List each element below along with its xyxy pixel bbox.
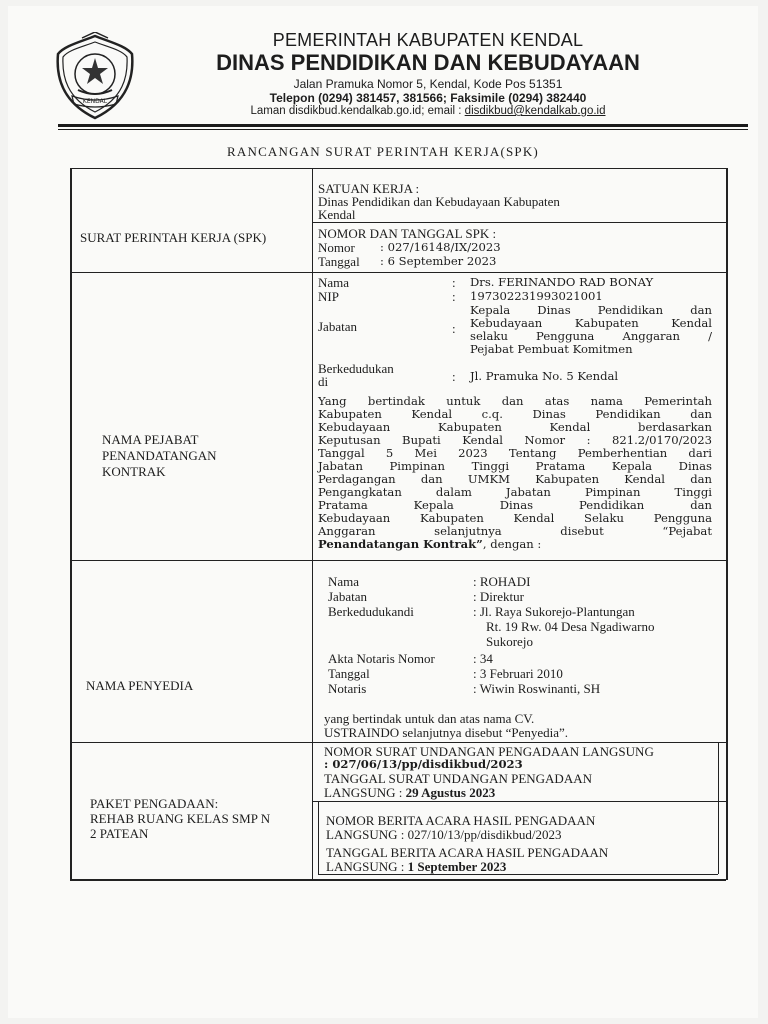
- authority-paragraph-line: Kabupaten Kendal c.q. Dinas Pendidikan dan: [318, 407, 712, 421]
- akta-notaris-label: Akta Notaris Nomor: [328, 651, 435, 666]
- authority-paragraph-line: Pengangkatan dalam Jabatan Pimpinan Tinggi: [318, 485, 712, 499]
- penyedia-kedudukan-value: Rt. 19 Rw. 04 Desa Ngadiwarno: [486, 619, 655, 634]
- jabatan-label: Jabatan: [318, 319, 357, 334]
- table-cell-divider: [312, 801, 726, 802]
- penyedia-nama-label: Nama: [328, 574, 360, 589]
- notaris-value: : Wiwin Roswinanti, SH: [473, 681, 601, 696]
- document-title: RANCANGAN SURAT PERINTAH KERJA(SPK): [227, 144, 539, 159]
- authority-paragraph-line: [318, 538, 541, 551]
- table-border-right: [726, 168, 728, 880]
- jabatan-value: Pejabat Pembuat Komitmen: [470, 342, 633, 356]
- spk-table: [8, 6, 758, 1018]
- notaris-label: Notaris: [328, 681, 367, 696]
- penyedia-jabatan-label: Jabatan: [328, 589, 367, 604]
- emblem-label: KENDAL: [82, 98, 108, 105]
- nama-value: Drs. FERINANDO RAD BONAY: [470, 275, 654, 289]
- satuan-kerja-value: Dinas Pendidikan dan Kebudayaan Kabupaten: [318, 194, 560, 209]
- tgl-berita-acara-heading: TANGGAL BERITA ACARA HASIL PENGADAAN: [326, 845, 609, 860]
- jabatan-value: Kebudayaan Kabupaten Kendal: [470, 316, 712, 330]
- tanggal-value: : 6 September 2023: [380, 254, 497, 268]
- table-row-divider: [70, 560, 726, 561]
- tgl-undangan-line: [324, 786, 495, 799]
- penyedia-closing: USTRAINDO selanjutnya disebut “Penyedia”.: [324, 725, 569, 740]
- penyedia-closing: yang bertindak untuk dan atas nama CV.: [324, 711, 535, 726]
- row-label-penyedia: NAMA PENYEDIA: [86, 678, 194, 693]
- undangan-heading: NOMOR SURAT UNDANGAN PENGADAAN LANGSUNG: [324, 744, 654, 759]
- tgl-berita-acara-prefix: LANGSUNG :: [326, 859, 408, 874]
- berkedudukan-label: Berkedudukan: [318, 361, 394, 376]
- berita-acara-value: LANGSUNG : 027/10/13/pp/disdikbud/2023: [326, 827, 562, 842]
- table-column-divider: [312, 168, 313, 880]
- nip-value: 197302231993021001: [470, 289, 603, 303]
- table-row-divider: [70, 272, 726, 273]
- undangan-value: : 027/06/13/pp/disdikbud/2023: [324, 757, 523, 771]
- authority-paragraph-line: Tanggal 5 Mei 2023 Tentang Pemberhentian dari: [318, 446, 712, 460]
- pejabat-defined-term: Penandatangan Kontrak”: [318, 537, 483, 551]
- penyedia-jabatan-value: : Direktur: [473, 589, 524, 604]
- tgl-undangan-heading: TANGGAL SURAT UNDANGAN PENGADAAN: [324, 771, 592, 786]
- berkedudukan-value: Jl. Pramuka No. 5 Kendal: [470, 369, 619, 383]
- row-label-pejabat: NAMA PEJABAT: [102, 432, 199, 447]
- authority-paragraph-line: Yang bertindak untuk dan atas nama Pemerintah: [318, 394, 712, 408]
- document-page: [8, 6, 758, 1018]
- penyedia-nama-value: : ROHADI: [473, 574, 531, 589]
- authority-paragraph-line: Jabatan Pimpinan Tinggi Pratama Kepala Dinas: [318, 459, 712, 473]
- table-border-bottom: [70, 879, 726, 881]
- paragraph-ending: , dengan :: [482, 537, 542, 551]
- penyedia-kedudukan-value: Sukorejo: [486, 634, 533, 649]
- penyedia-kedudukan-label: Berkedudukandi: [328, 604, 414, 619]
- nomor-tanggal-heading: NOMOR DAN TANGGAL SPK :: [318, 226, 497, 241]
- tgl-undangan-prefix: LANGSUNG :: [324, 785, 406, 800]
- table-border-top: [70, 168, 726, 169]
- row-label-pejabat: PENANDATANGAN: [102, 448, 217, 463]
- authority-paragraph-line: Perdagangan dan UMKM Kabupaten Kendal dan: [318, 472, 712, 486]
- nomor-value: : 027/16148/IX/2023: [380, 240, 501, 254]
- colon: :: [452, 289, 456, 304]
- akta-tanggal-label: Tanggal: [328, 666, 370, 681]
- row-label-pejabat: KONTRAK: [102, 464, 166, 479]
- colon: :: [452, 369, 456, 384]
- website-text: Laman disdikbud.kendalkab.go.id; email :: [250, 105, 465, 117]
- nip-label: NIP: [318, 289, 339, 304]
- satuan-kerja-value: Kendal: [318, 207, 356, 222]
- nama-label: Nama: [318, 275, 350, 290]
- table-inner-box-bottom: [318, 874, 718, 875]
- table-inner-box-right: [718, 742, 719, 874]
- table-border-left: [70, 168, 72, 880]
- agency-address: Jalan Pramuka Nomor 5, Kendal, Kode Pos 51351: [293, 77, 563, 91]
- row-label-paket: PAKET PENGADAAN:: [90, 796, 219, 811]
- agency-name: DINAS PENDIDIKAN DAN KEBUDAYAAN: [216, 50, 640, 75]
- table-row-divider: [70, 742, 726, 743]
- row-label-spk: SURAT PERINTAH KERJA (SPK): [80, 230, 267, 245]
- tanggal-label: Tanggal: [318, 254, 360, 269]
- authority-paragraph-line: Pratama Kepala Dinas Pendidikan dan: [318, 498, 712, 512]
- akta-notaris-value: : 34: [473, 651, 493, 666]
- jabatan-value: Kepala Dinas Pendidikan dan: [470, 303, 712, 317]
- authority-paragraph-line: Kebudayaan Kabupaten Kendal berdasarkan: [318, 420, 712, 434]
- satuan-kerja-heading: SATUAN KERJA :: [318, 181, 420, 196]
- tgl-berita-acara-value: 1 September 2023: [407, 859, 507, 874]
- authority-paragraph-line: Anggaran selanjutnya disebut “Pejabat: [318, 524, 712, 538]
- email-link[interactable]: disdikbud@kendalkab.go.id: [464, 105, 606, 117]
- authority-paragraph-line: Kebudayaan Kabupaten Kendal Selaku Pengguna: [318, 511, 712, 525]
- colon: :: [452, 321, 456, 336]
- authority-paragraph-line: Keputusan Bupati Kendal Nomor : 821.2/0170/2023: [318, 433, 712, 447]
- berkedudukan-label: di: [318, 374, 329, 389]
- agency-phone: Telepon (0294) 381457, 381566; Faksimile (0294) 382440: [269, 91, 587, 105]
- nomor-label: Nomor: [318, 240, 355, 255]
- row-label-paket: REHAB RUANG KELAS SMP N: [90, 811, 271, 826]
- jabatan-value: selaku Pengguna Anggaran /: [470, 329, 712, 343]
- penyedia-kedudukan-value: : Jl. Raya Sukorejo-Plantungan: [473, 604, 635, 619]
- tgl-berita-acara-line: [326, 860, 506, 873]
- berita-acara-heading: NOMOR BERITA ACARA HASIL PENGADAAN: [326, 813, 596, 828]
- row-label-paket: 2 PATEAN: [90, 826, 149, 841]
- akta-tanggal-value: : 3 Februari 2010: [473, 666, 563, 681]
- tgl-undangan-value: 29 Agustus 2023: [405, 785, 496, 800]
- government-name: PEMERINTAH KABUPATEN KENDAL: [272, 30, 584, 50]
- table-cell-divider: [312, 222, 726, 223]
- table-inner-box-left: [318, 801, 319, 874]
- colon: :: [452, 275, 456, 290]
